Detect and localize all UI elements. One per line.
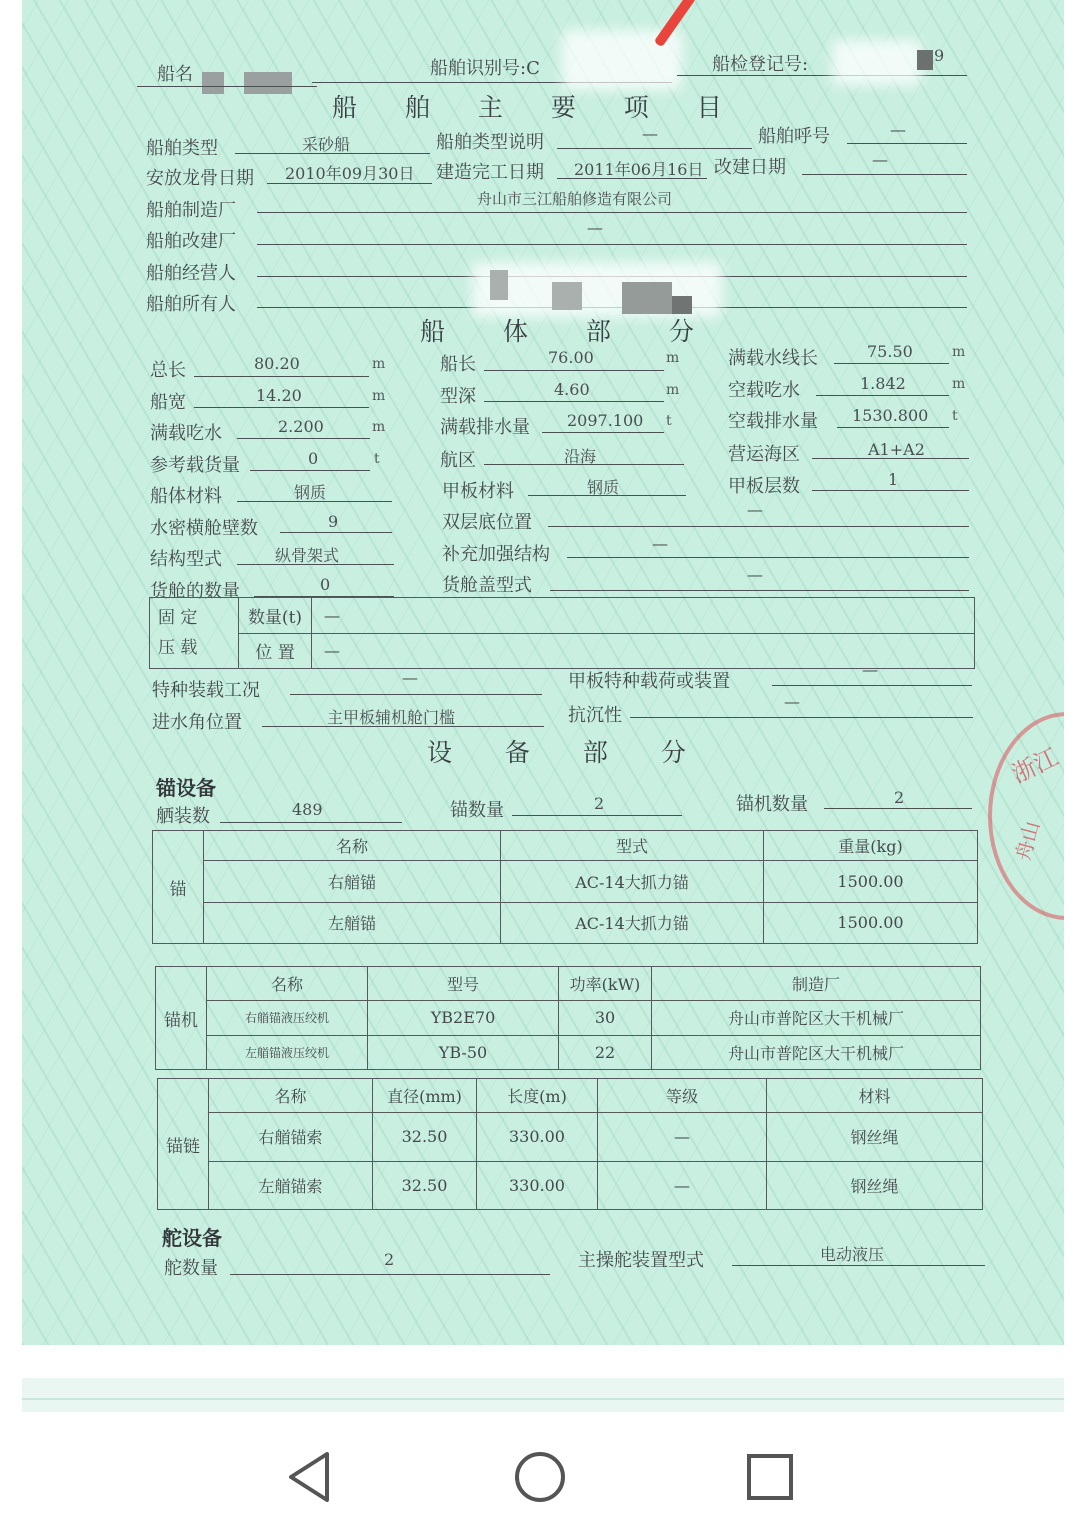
builder-value: 舟山市三江船舶修造有限公司 bbox=[477, 190, 673, 208]
fixed-ballast-table: 固 定 压 载 数量(t) — 位 置 — bbox=[149, 597, 975, 669]
built-date-value: 2011年06月16日 bbox=[574, 160, 704, 179]
flood-angle-value: 主甲板辅机舱门槛 bbox=[327, 708, 456, 727]
table-row: 左艏锚索 bbox=[209, 1161, 373, 1210]
ship-id-label: 船舶识别号:C bbox=[430, 58, 540, 79]
table-row: 右艏锚液压绞机 bbox=[207, 1001, 368, 1036]
official-stamp: 浙江 舟山 bbox=[988, 712, 1064, 920]
back-icon[interactable] bbox=[285, 1450, 335, 1504]
keel-date-value: 2010年09月30日 bbox=[285, 164, 415, 183]
hull-heading: 船 体 部 分 bbox=[420, 317, 694, 346]
redaction-blur bbox=[832, 40, 922, 85]
anchor-equipment-title: 锚设备 bbox=[156, 776, 216, 800]
next-page-edge bbox=[22, 1378, 1064, 1412]
table-row: 右艏锚 bbox=[204, 861, 501, 903]
recent-apps-icon[interactable] bbox=[745, 1450, 795, 1504]
steering-type-value: 电动液压 bbox=[820, 1245, 885, 1264]
outfit-number-value: 489 bbox=[292, 800, 323, 819]
redaction-block bbox=[244, 72, 292, 94]
waterline-value: 75.50 bbox=[867, 342, 913, 361]
lpp-value: 76.00 bbox=[548, 348, 594, 367]
certificate-page: 船名 船舶识别号:C 船检登记号: 9 船 舶 主 要 项 目 船舶类型 采砂船 船舶类型说明 — 船舶呼号 — 安放龙骨日期 2010年09月30日 建造完工日期 2011年06月16日 改建日期 — 船舶制造厂 舟山市三江船舶修造有限公司 船舶改建厂 — 船舶经营人 船舶所有人 船 体 部 分 总长 80.20 m 船长 76.00 m 满载水线长 75.50 m 船宽 14.20 m 型深 4.60 m 空载吃水 1.842 m 满载吃水 2.200 m 满载排水量 2097.100 t 空载排水量 1530.800 t 参考载货量 0 t 航区 沿海 营运海区 A1+A2 船体材料 钢质 甲板材料 钢质 甲板层数 1 水密横舱壁数 9 双层底位置 — 结构型式 纵骨架式 补充加强结构 — 货舱的数量 0 货舱盖型式 — 固 定 压 载 数量(t) — 位 置 — 特种装载工况 — 甲板特种载荷或装置 — 进水角位置 主甲板辅机舱门槛 抗沉性 — 设 备 部 分 锚设备 舾装数 489 锚数量 2 锚机数量 2 锚 名称 型式 重量(kg) 右艏锚 AC-14大抓力锚 1500.00 左艏锚 AC-14大抓力锚 1500.00 锚机 名称 型号 功率(kW) 制造厂 右艏锚液压绞机 YB2E70 30 舟山市普陀区大干机械厂 左艏锚液压绞机 YB-50 22 舟山市普陀区大干机械厂 锚链 名称 直径(mm) 长度(m) 等级 材料 右艏锚索 32.50 330.00 — 钢丝绳 左艏锚索 32.50 330.00 — 钢丝绳 舵设备 舵数量 2 主操舵装置型式 电动液压 浙江 舟山 bbox=[22, 0, 1064, 1345]
redaction-block bbox=[202, 72, 224, 94]
equipment-heading: 设 备 部 分 bbox=[427, 738, 686, 767]
rudder-count-value: 2 bbox=[384, 1250, 395, 1269]
windlass-table: 锚机 名称 型号 功率(kW) 制造厂 右艏锚液压绞机 YB2E70 30 舟山市普陀区大干机械厂 左艏锚液压绞机 YB-50 22 舟山市普陀区大干机械厂 bbox=[155, 966, 981, 1070]
loa-value: 80.20 bbox=[254, 354, 300, 373]
anchors-table: 锚 名称 型式 重量(kg) 右艏锚 AC-14大抓力锚 1500.00 左艏锚 AC-14大抓力锚 1500.00 bbox=[152, 830, 978, 944]
main-items-heading: 船 舶 主 要 项 目 bbox=[332, 93, 722, 122]
ship-type-value: 采砂船 bbox=[302, 135, 351, 154]
redaction-block bbox=[917, 50, 933, 70]
table-row: 左艏锚液压绞机 bbox=[207, 1035, 368, 1070]
anchor-chain-table: 锚链 名称 直径(mm) 长度(m) 等级 材料 右艏锚索 32.50 330.00 — 钢丝绳 左艏锚索 32.50 330.00 — 钢丝绳 bbox=[157, 1078, 983, 1210]
rudder-equipment-title: 舵设备 bbox=[162, 1226, 222, 1250]
table-row: 右艏锚索 bbox=[209, 1113, 373, 1162]
home-icon[interactable] bbox=[513, 1450, 567, 1504]
table-row: 左艏锚 bbox=[204, 902, 501, 944]
reg-number-label: 船检登记号: bbox=[712, 54, 809, 75]
ship-name-label: 船名 bbox=[157, 64, 193, 85]
